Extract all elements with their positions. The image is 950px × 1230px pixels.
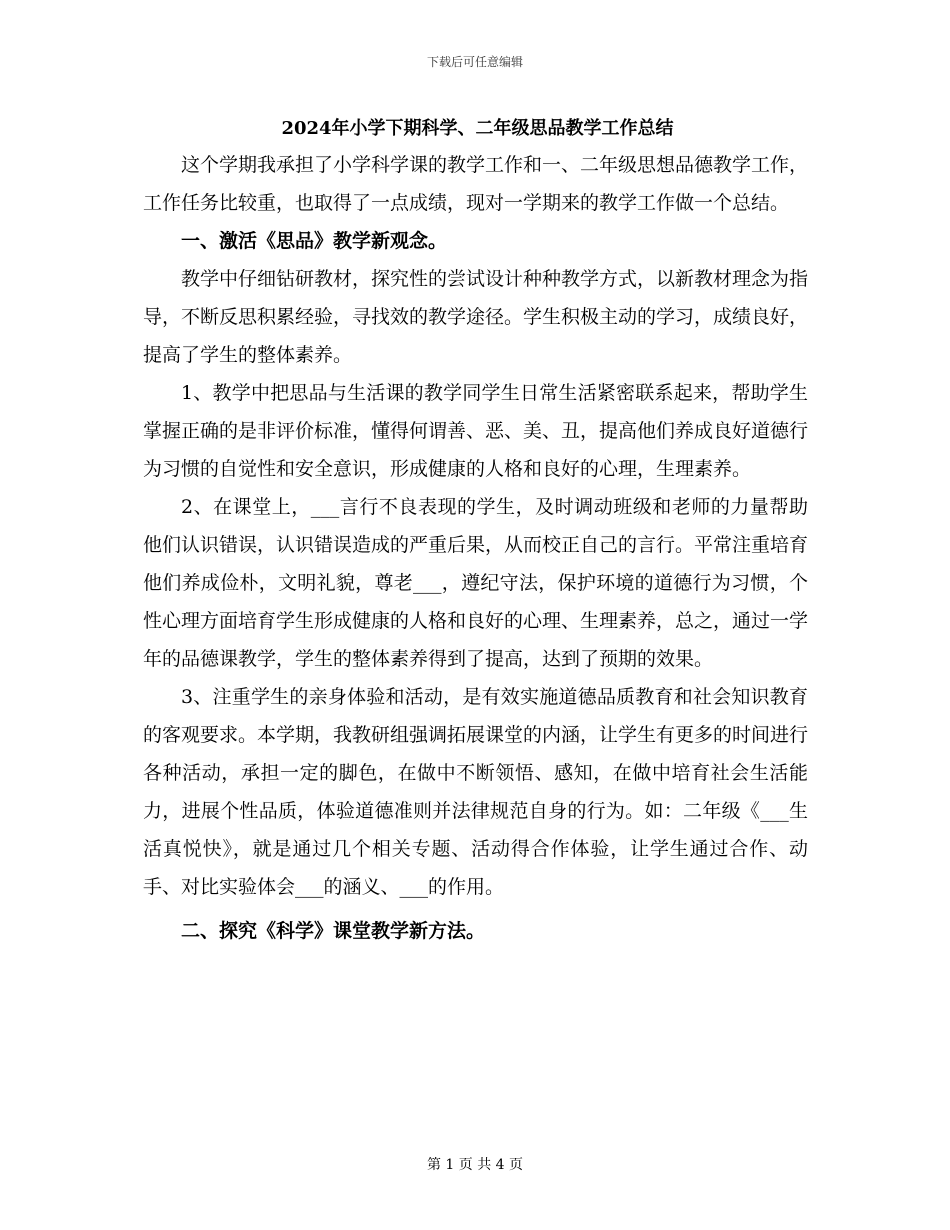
paragraph-point-1: 1、教学中把思品与生活课的教学同学生日常生活紧密联系起来，帮助学生掌握正确的是非评价标准，懂得何谓善、恶、美、丑，提高他们养成良好道德行为习惯的自觉性和安全意识，形成健康的人格和良好的心理，生理素养。 bbox=[143, 382, 809, 480]
paragraph-section-1-intro: 教学中仔细钻研教材，探究性的尝试设计种种教学方式，以新教材理念为指导，不断反思积累经验，寻找效的教学途径。学生积极主动的学习，成绩良好，提高了学生的整体素养。 bbox=[143, 268, 809, 366]
document-body bbox=[143, 146, 808, 950]
header-note: 下载后可任意编辑 bbox=[426, 55, 523, 69]
page-footer: 第 1 页 共 4 页 bbox=[426, 1157, 524, 1173]
section-heading-1: 一、激活《思品》教学新观念。 bbox=[181, 230, 448, 252]
document-title: 2024年小学下期科学、二年级思品教学工作总结 bbox=[281, 118, 674, 139]
paragraph-point-2: 2、在课堂上，___言行不良表现的学生，及时调动班级和老师的力量帮助他们认识错误，认识错误造成的严重后果，从而校正自己的言行。平常注重培育他们养成俭朴，文明礼貌，尊老___，遵纪守法，保护环境的道德行为习惯，个性心理方面培育学生形成健康的人格和良好的心理、生理素养，总之，通过一学年的品德课教学，学生的整体素养得到了提高，达到了预期的效果。 bbox=[143, 496, 809, 670]
paragraph-point-3: 3、注重学生的亲身体验和活动，是有效实施道德品质教育和社会知识教育的客观要求。本学期，我教研组强调拓展课堂的内涵，让学生有更多的时间进行各种活动，承担一定的脚色，在做中不断领悟、感知，在做中培育社会生活能力，进展个性品质，体验道德准则并法律规范自身的行为。如：二年级《___生活真悦快》，就是通过几个相关专题、活动得合作体验，让学生通过合作、动手、对比实验体会___的涵义、___的作用。 bbox=[143, 686, 809, 898]
section-heading-2: 二、探究《科学》课堂教学新方法。 bbox=[181, 920, 486, 942]
paragraph-intro: 这个学期我承担了小学科学课的教学工作和一、二年级思想品德教学工作，工作任务比较重，也取得了一点成绩，现对一学期来的教学工作做一个总结。 bbox=[143, 154, 809, 214]
